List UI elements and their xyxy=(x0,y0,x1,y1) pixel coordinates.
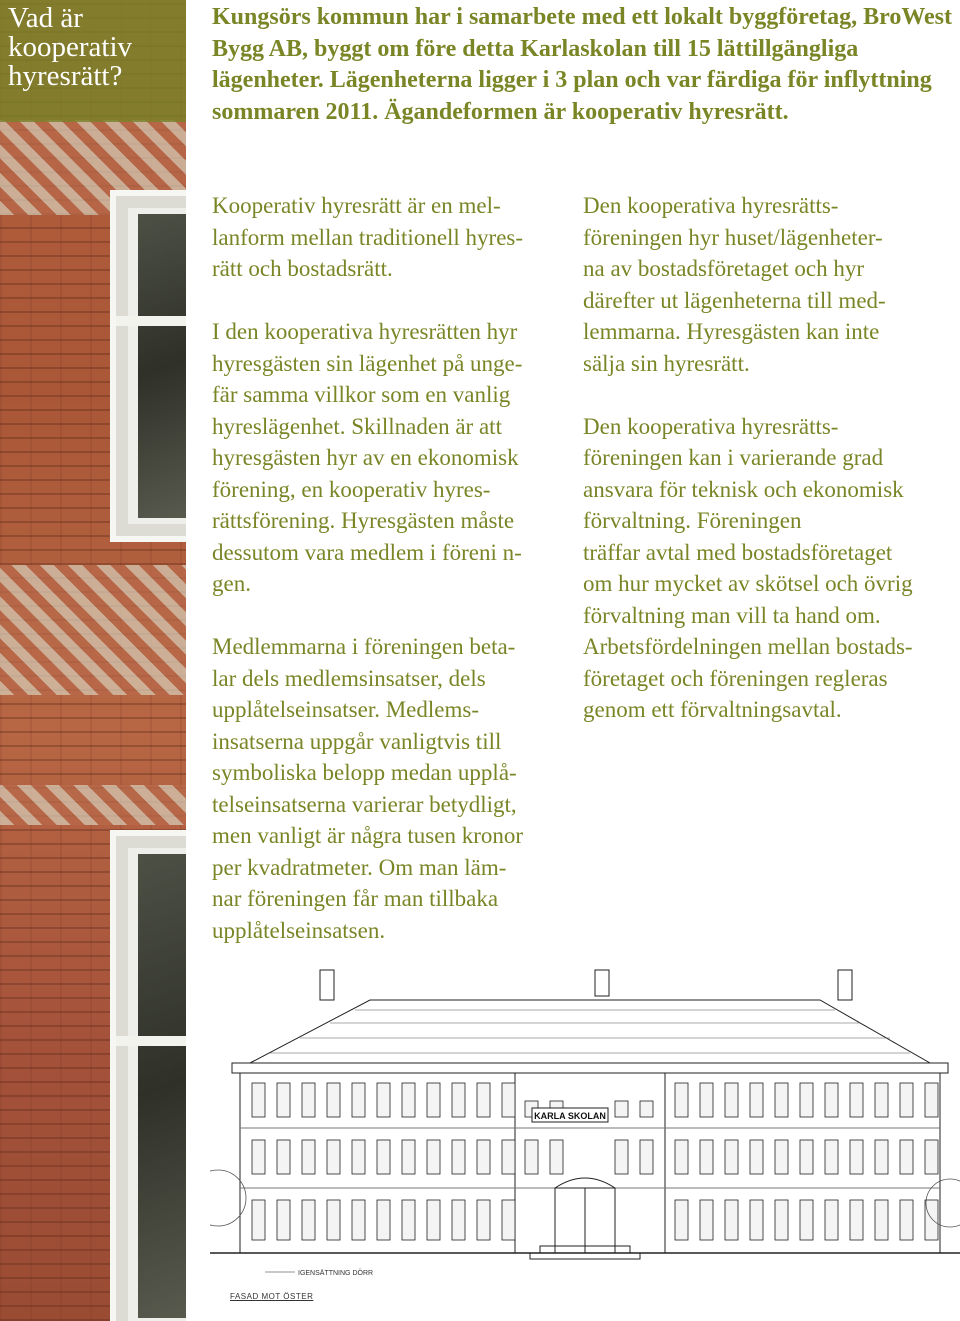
facade-window xyxy=(800,1200,813,1240)
facade-drawing xyxy=(210,968,960,1318)
facade-window xyxy=(750,1200,763,1240)
facade-window xyxy=(850,1083,863,1117)
paragraph: Kooperativ hyresrätt är en mel- lanform mellan traditionell hyres- rätt och bostadsrätt. xyxy=(212,193,524,281)
sidebar-title-box xyxy=(0,0,186,122)
right-column xyxy=(583,190,960,757)
facade-window xyxy=(550,1140,563,1174)
facade-window xyxy=(277,1083,290,1117)
facade-window xyxy=(750,1140,763,1174)
facade-window xyxy=(352,1083,365,1117)
facade-window xyxy=(502,1140,515,1174)
intro-paragraph: Kungsörs kommun har i samarbete med ett lokalt byggföretag, BroWest Bygg AB, byggt om före detta Karlaskolan till 15 lättillgängliga lägenheter. Lägenheterna ligger i 3 plan och var färdiga för inflyttning sommaren 2011. Ägandeformen är kooperativ hyresrätt. xyxy=(212,4,952,125)
facade-window xyxy=(640,1101,653,1117)
facade-window xyxy=(925,1200,938,1240)
facade-window xyxy=(452,1140,465,1174)
facade-window xyxy=(925,1140,938,1174)
facade-window xyxy=(615,1140,628,1174)
facade-window xyxy=(402,1083,415,1117)
facade-window xyxy=(825,1140,838,1174)
facade-window xyxy=(252,1140,265,1174)
facade-window xyxy=(675,1200,688,1240)
sidebar-title: Vad är kooperativ hyresrätt? xyxy=(8,2,133,92)
facade-window xyxy=(477,1140,490,1174)
building-sign: KARLA SKOLAN xyxy=(534,1111,606,1121)
facade-window xyxy=(477,1083,490,1117)
paragraph: I den kooperativa hyresrätten hyr hyresgästen sin lägenhet på unge- fär samma villkor som en vanlig hyreslägenhet. Skillnaden är att hyresgästen hyr av en ekonomisk förening, en kooperativ hyres- rättsförening. Hyresgästen måste dessutom vara medlem i föreni n- gen. xyxy=(212,319,523,596)
facade-window xyxy=(452,1083,465,1117)
facade-window xyxy=(302,1200,315,1240)
facade-window xyxy=(875,1083,888,1117)
facade-window xyxy=(800,1140,813,1174)
facade-window xyxy=(725,1140,738,1174)
facade-window xyxy=(525,1140,538,1174)
paragraph: Den kooperativa hyresrätts- föreningen hyr huset/lägenheter- na av bostadsföretaget och hyr därefter ut lägenheterna till med- lemmarna. Hyresgästen kan inte sälja sin hyresrätt. xyxy=(583,193,886,376)
facade-window xyxy=(725,1083,738,1117)
facade-photo xyxy=(0,0,186,1321)
facade-window xyxy=(675,1140,688,1174)
facade-window xyxy=(402,1140,415,1174)
facade-window xyxy=(327,1200,340,1240)
facade-window xyxy=(427,1200,440,1240)
drawing-note: IGENSÄTTNING DÖRR xyxy=(298,1270,374,1277)
facade-window xyxy=(775,1083,788,1117)
facade-window xyxy=(377,1083,390,1117)
facade-window xyxy=(327,1140,340,1174)
facade-window xyxy=(875,1200,888,1240)
facade-window xyxy=(377,1200,390,1240)
decorative-brick-band xyxy=(0,785,186,825)
facade-window xyxy=(277,1140,290,1174)
window-image xyxy=(110,830,186,1321)
facade-window xyxy=(402,1200,415,1240)
facade-window xyxy=(925,1083,938,1117)
left-column xyxy=(212,190,572,978)
facade-window xyxy=(377,1140,390,1174)
facade-window xyxy=(302,1083,315,1117)
drawing-caption: FASAD MOT ÖSTER xyxy=(230,1292,314,1301)
facade-window xyxy=(252,1083,265,1117)
facade-window xyxy=(725,1200,738,1240)
facade-window xyxy=(675,1083,688,1117)
facade-window xyxy=(352,1200,365,1240)
facade-window xyxy=(800,1083,813,1117)
paragraph: Den kooperativa hyresrätts- föreningen kan i varierande grad ansvara för teknisk och ekonomisk förvaltning. Föreningen träffar avtal med bostadsföretaget om hur mycket av skötsel och övrig förvaltning man vill ta hand om. Arbetsfördelningen mellan bostads- företaget och föreningen regleras genom ett förvaltningsavtal. xyxy=(583,413,913,722)
facade-window xyxy=(427,1140,440,1174)
facade-window xyxy=(477,1200,490,1240)
facade-window xyxy=(277,1200,290,1240)
facade-window xyxy=(700,1200,713,1240)
facade-window xyxy=(825,1200,838,1240)
window-image xyxy=(110,190,186,542)
facade-window xyxy=(700,1140,713,1174)
facade-window xyxy=(302,1140,315,1174)
decorative-brick-band xyxy=(0,565,186,695)
facade-window xyxy=(252,1200,265,1240)
facade-window xyxy=(640,1140,653,1174)
facade-window xyxy=(775,1200,788,1240)
facade-window xyxy=(327,1083,340,1117)
facade-window xyxy=(700,1083,713,1117)
facade-window xyxy=(875,1140,888,1174)
facade-window xyxy=(775,1140,788,1174)
facade-window xyxy=(900,1140,913,1174)
facade-window xyxy=(452,1200,465,1240)
facade-window xyxy=(850,1200,863,1240)
facade-window xyxy=(825,1083,838,1117)
facade-window xyxy=(502,1083,515,1117)
facade-window xyxy=(352,1140,365,1174)
facade-window xyxy=(900,1200,913,1240)
paragraph: Medlemmarna i föreningen beta- lar dels medlemsinsatser, dels upplåtelseinsatser. Medlems- insatserna uppgår vanligtvis till symboliska belopp medan upplå- telseinsatserna varierar betydligt, men vanligt är några tusen kronor per kvadratmeter. Om man läm- nar föreningen får man tillbaka upplåtelseinsatsen. xyxy=(212,634,524,943)
facade-window xyxy=(502,1200,515,1240)
facade-window xyxy=(427,1083,440,1117)
facade-window xyxy=(850,1140,863,1174)
facade-window xyxy=(900,1083,913,1117)
facade-window xyxy=(615,1101,628,1117)
facade-window xyxy=(750,1083,763,1117)
